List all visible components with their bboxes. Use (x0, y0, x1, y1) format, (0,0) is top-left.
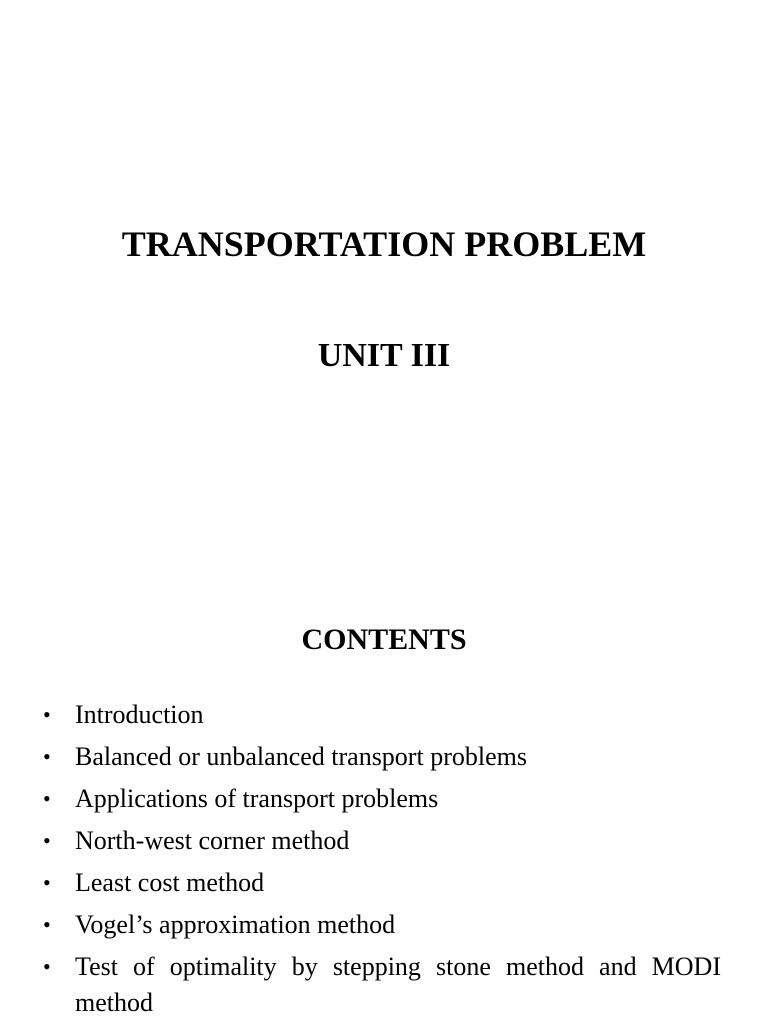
contents-item (40, 781, 721, 817)
contents-item (40, 907, 721, 943)
bullet-icon: • (43, 786, 51, 811)
bullet-icon: • (43, 954, 51, 979)
contents-item-text: Vogel’s approximation method (75, 910, 396, 939)
contents-item (40, 823, 721, 859)
contents-item (40, 949, 721, 1021)
bullet-icon: • (43, 870, 51, 895)
contents-item (40, 697, 721, 733)
contents-item (40, 739, 721, 775)
contents-item (40, 865, 721, 901)
bullet-icon: • (43, 828, 51, 853)
contents-item-text: Least cost method (75, 868, 265, 897)
contents-heading: CONTENTS (301, 623, 467, 656)
bullet-icon: • (43, 912, 51, 937)
contents-item-text: Test of optimality by stepping stone method and MODI method (75, 952, 721, 1017)
bullet-icon: • (43, 744, 51, 769)
bullet-icon: • (43, 702, 51, 727)
contents-list (40, 697, 721, 1024)
unit-subtitle: UNIT III (317, 337, 451, 374)
contents-item-text: Introduction (75, 700, 204, 729)
contents-item-text: Balanced or unbalanced transport problems (75, 742, 527, 771)
contents-item-text: Applications of transport problems (75, 784, 439, 813)
slide-title: TRANSPORTATION PROBLEM (121, 224, 647, 264)
contents-item-text: North-west corner method (75, 826, 350, 855)
